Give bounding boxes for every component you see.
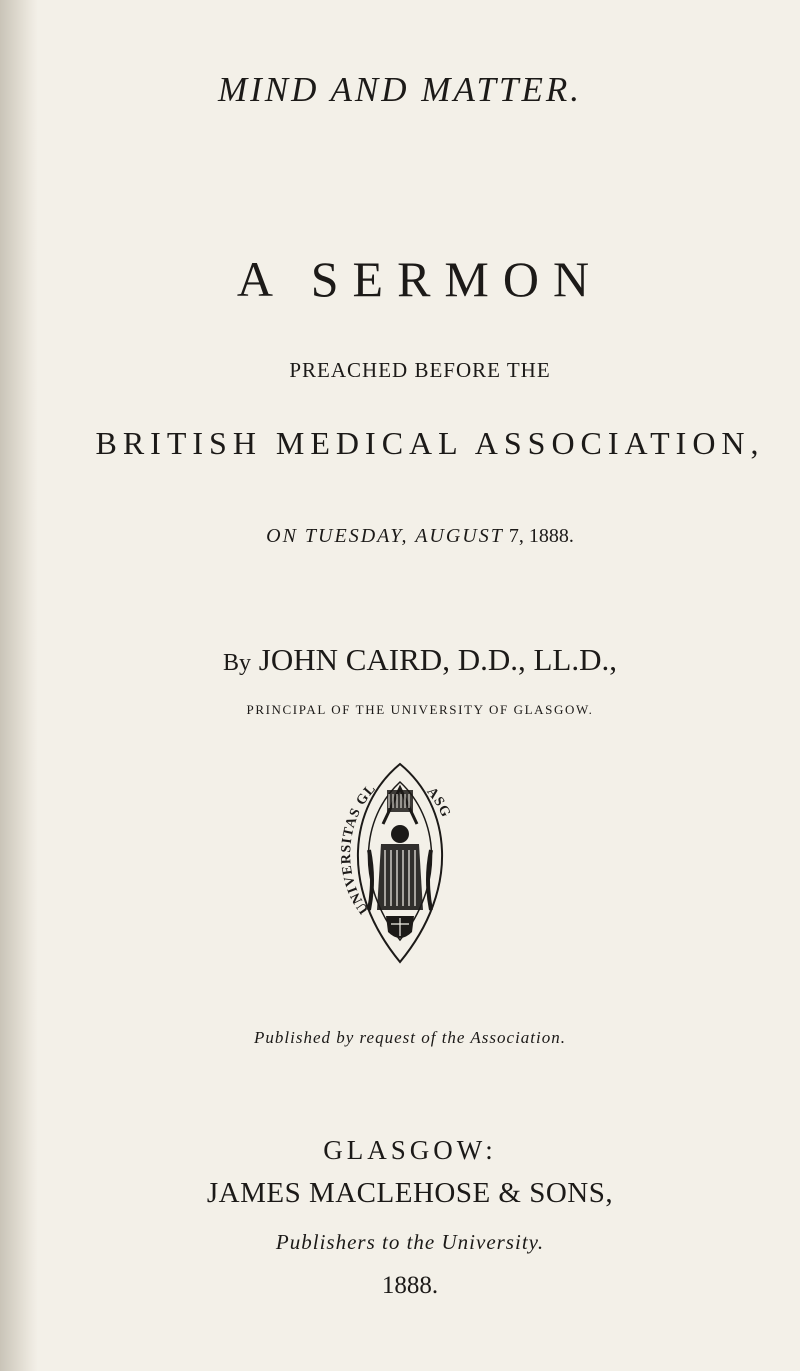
sermon-date <box>0 525 800 548</box>
sermon-heading: A SERMON <box>236 251 604 307</box>
author-by: By <box>223 650 252 676</box>
imprint-publisher: JAMES MACLEHOSE & SONS, <box>206 1177 614 1209</box>
author-line <box>0 642 800 678</box>
imprint-year: 1888. <box>381 1272 439 1299</box>
imprint-publishers-to: Publishers to the University. <box>275 1230 545 1254</box>
date-prefix: ON TUESDAY, AUGUST <box>266 525 504 547</box>
author-title: PRINCIPAL OF THE UNIVERSITY OF GLASGOW. <box>246 702 594 717</box>
publication-note: Published by request of the Association. <box>254 1028 566 1047</box>
imprint-city: GLASGOW: <box>323 1135 497 1165</box>
book-title: MIND AND MATTER. <box>218 70 582 109</box>
svg-text:UNIVERSITAS GLASG: UNIVERSITAS GLASG <box>339 781 454 917</box>
date-suffix: 7, 1888. <box>508 525 574 547</box>
association-name: BRITISH MEDICAL ASSOCIATION, <box>95 425 765 461</box>
author-name: JOHN CAIRD, D.D., LL.D., <box>258 642 617 677</box>
university-seal-icon <box>339 760 461 966</box>
preached-before: PREACHED BEFORE THE <box>289 358 551 382</box>
